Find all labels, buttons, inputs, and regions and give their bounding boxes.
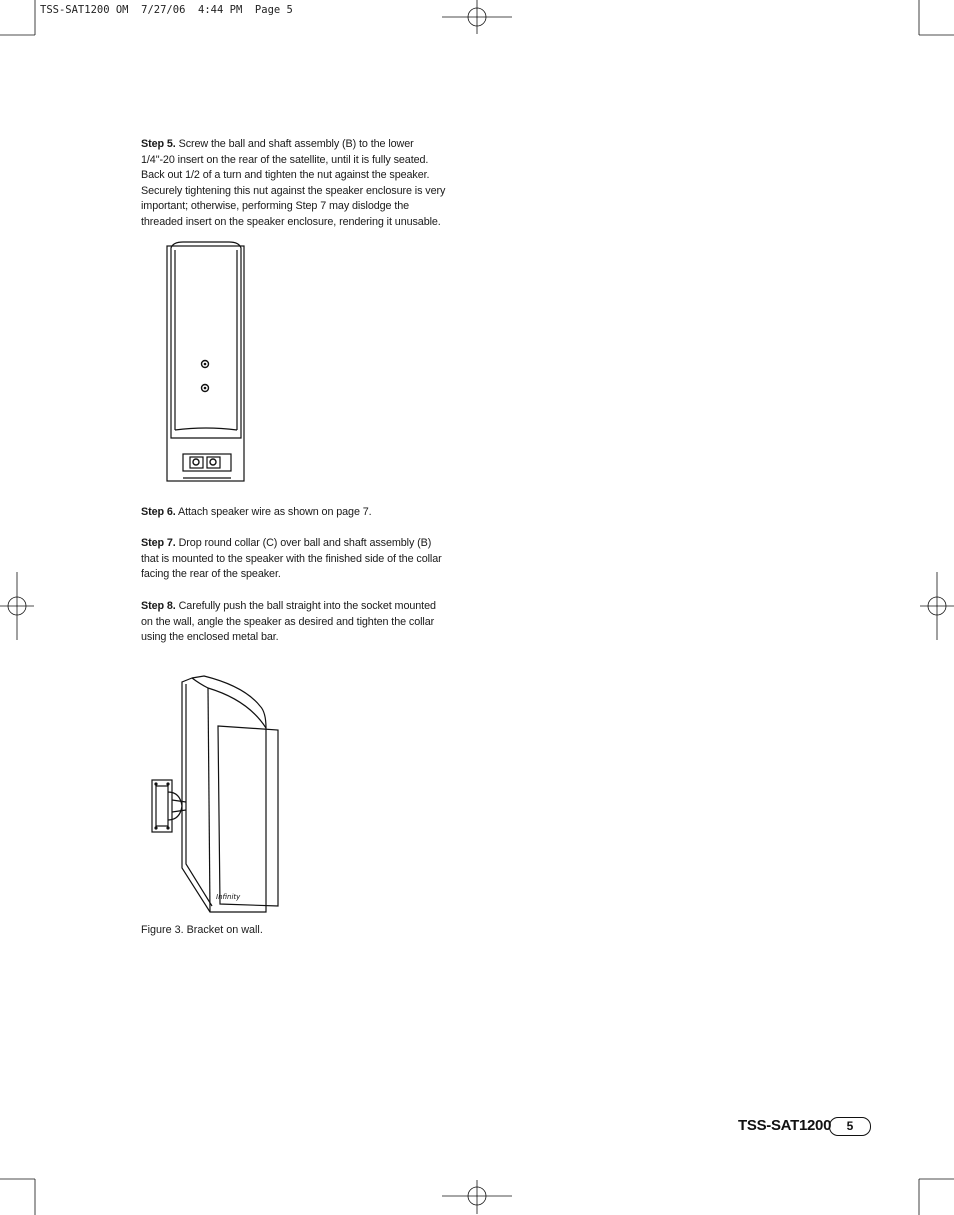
registration-mark-bottom — [442, 1180, 512, 1214]
step-5-text: Screw the ball and shaft assembly (B) to the lower 1/4"-20 insert on the rear of the satellite, until it is fully seated. Back out 1/2 of a turn and tighten the nut against the speaker. Securely tightening this nut against the speaker enclosure is very important; otherwise, performing Step 7 may dislodge the threaded insert on the speaker enclosure, rendering it unusable. — [141, 138, 446, 228]
step-5-label: Step 5. — [141, 138, 176, 150]
step-6-label: Step 6. — [141, 506, 176, 518]
footer-model-name: TSS-SAT1200 — [738, 1117, 832, 1134]
step-7-paragraph — [141, 536, 446, 583]
registration-mark-top — [442, 0, 512, 34]
bracket-on-wall-illustration — [148, 668, 282, 916]
step-7-text: Drop round collar (C) over ball and shaft assembly (B) that is mounted to the speaker with the finished side of the collar facing the rear of the speaker. — [141, 537, 442, 581]
figure-caption: Figure 3. Bracket on wall. — [141, 924, 263, 936]
registration-mark-right — [920, 572, 954, 640]
registration-mark-left — [0, 572, 34, 640]
step-6-paragraph — [141, 505, 446, 521]
speaker-logo: Infinity — [216, 893, 241, 901]
step-6-text: Attach speaker wire as shown on page 7. — [175, 506, 372, 518]
step-8-label: Step 8. — [141, 600, 176, 612]
page-number-badge: 5 — [829, 1117, 871, 1136]
step-7-label: Step 7. — [141, 537, 176, 549]
speaker-rear-view-illustration — [163, 238, 249, 484]
step-8-paragraph — [141, 599, 446, 646]
step-8-text: Carefully push the ball straight into the socket mounted on the wall, angle the speaker as desired and tighten the collar using the enclosed metal bar. — [141, 600, 436, 644]
print-slug: TSS-SAT1200 OM 7/27/06 4:44 PM Page 5 — [40, 4, 293, 16]
step-5-paragraph — [141, 137, 446, 231]
